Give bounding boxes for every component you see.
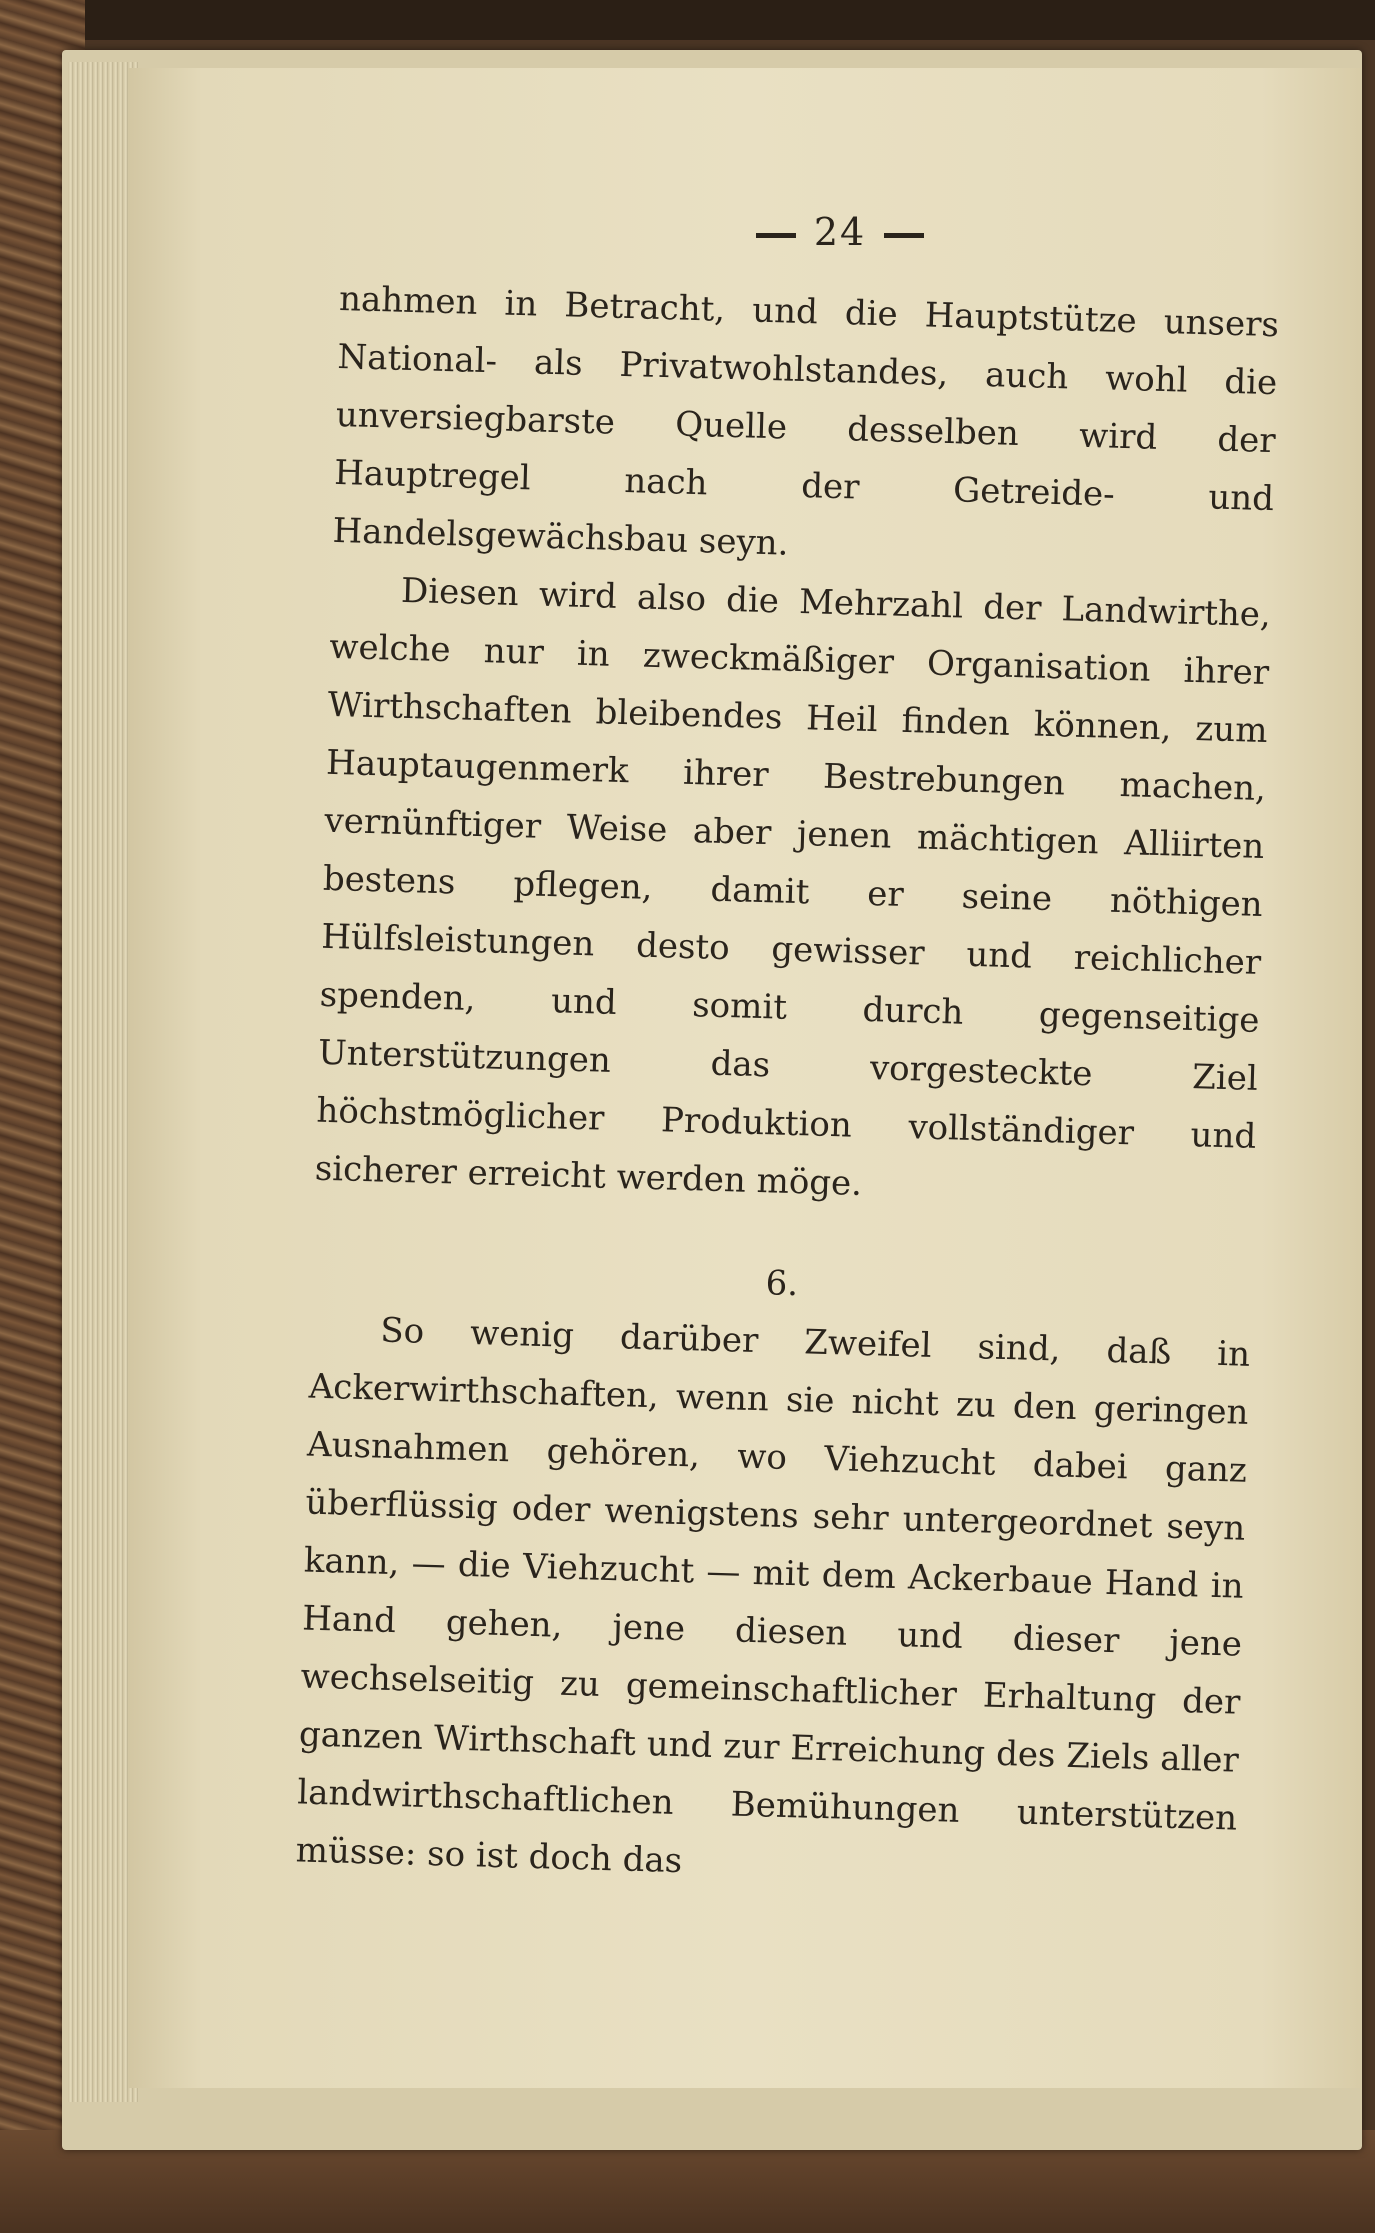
book-cover-top xyxy=(0,0,1375,40)
dash-left xyxy=(756,233,796,238)
paragraph-1: nahmen in Betracht, und die Hauptstütze unsers National- als Privatwohlstandes, auch wohl die unversiegbarste Quelle desselben wird der Hauptregel nach der Getreide- und Handelsgewächsbau seyn. xyxy=(332,278,1280,564)
paragraph-2: Diesen wird also die Mehrzahl der Landwirthe, welche nur in zweckmäßiger Organisation ihrer Wirthschaften bleibendes Heil finden können, zum Hauptaugenmerk ihrer Bestrebungen machen, vernünftiger Weise aber jenen mächtigen Alliirten bestens pflegen, damit er seine nöthigen Hülfsleistungen desto gewisser und reichlicher spenden, und somit durch gegenseitige Unterstützungen das vorgesteckte Ziel höchstmöglicher Produktion vollständiger und sicherer erreicht werden möge. xyxy=(314,570,1272,1204)
running-head xyxy=(690,210,990,254)
text-block xyxy=(295,270,1280,1906)
section-number: 6. xyxy=(765,1263,799,1305)
dash-right xyxy=(884,233,924,238)
page-number: 24 xyxy=(813,210,867,254)
section-paragraph: So wenig darüber Zweifel sind, daß in Ackerwirthschaften, wenn sie nicht zu den geringen Ausnahmen gehören, wo Viehzucht dabei ganz überflüssig oder wenigstens sehr untergeordnet seyn kann, — die Viehzucht — mit dem Ackerbaue Hand in Hand gehen, jene diesen und dieser jene wechselseitig zu gemeinschaftlicher Erhaltung der ganzen Wirthschaft und zur Erreichung des Ziels aller landwirthschaftlichen Bemühungen unterstützen müsse: so ist doch das xyxy=(295,1310,1251,1882)
